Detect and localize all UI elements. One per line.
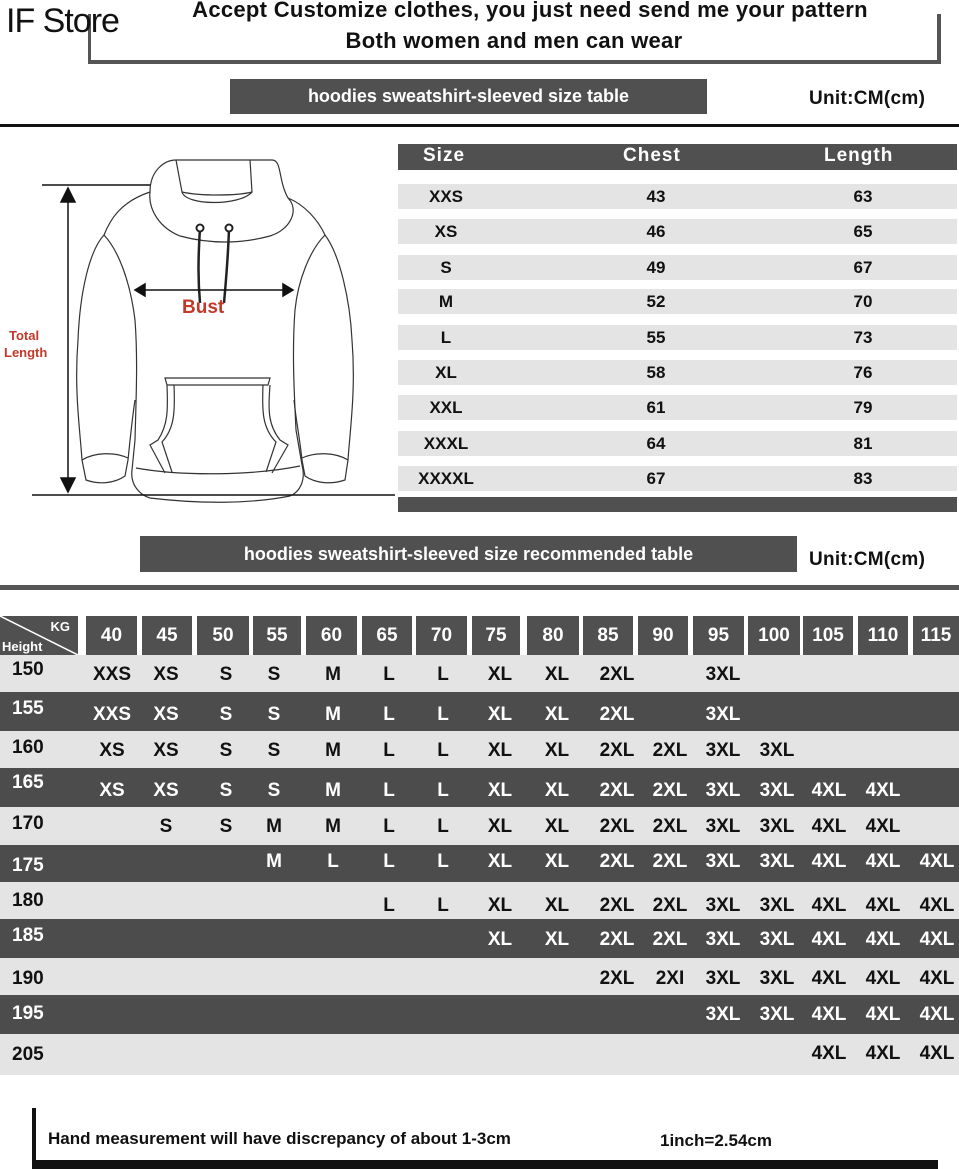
size-cell: XXS bbox=[92, 704, 132, 725]
size-cell: M bbox=[266, 851, 282, 872]
banner-line-2: Both women and men can wear bbox=[345, 28, 683, 53]
recommended-table-row bbox=[0, 692, 959, 731]
size-cell: XL bbox=[544, 664, 570, 685]
size-cell: 4XL bbox=[811, 1043, 847, 1064]
size-cell: L bbox=[437, 664, 449, 685]
size-cell: L bbox=[437, 851, 449, 872]
recommended-table-row bbox=[0, 919, 959, 958]
recommended-table-row bbox=[0, 845, 959, 882]
height-label: 185 bbox=[12, 925, 44, 946]
size-cell: 2XL bbox=[599, 780, 635, 801]
cell-length: 65 bbox=[853, 222, 873, 241]
size-cell: L bbox=[383, 895, 395, 916]
size-cell: XL bbox=[544, 816, 570, 837]
size-cell: XL bbox=[487, 929, 513, 950]
size-cell: L bbox=[383, 851, 395, 872]
size-cell: 4XL bbox=[865, 895, 901, 916]
banner-line-1: Accept Customize clothes, you just need send me your pattern bbox=[192, 0, 868, 22]
size-cell: XS bbox=[153, 780, 179, 801]
size-cell: XL bbox=[544, 780, 570, 801]
size-cell: XS bbox=[153, 664, 179, 685]
corner-cell bbox=[0, 616, 78, 655]
size-cell: 3XL bbox=[705, 929, 741, 950]
size-cell: 3XL bbox=[759, 968, 795, 989]
size-cell: 4XL bbox=[811, 1004, 847, 1025]
size-cell: L bbox=[383, 740, 395, 761]
size-cell: L bbox=[437, 816, 449, 837]
cell-size: S bbox=[440, 258, 452, 277]
height-label: 155 bbox=[12, 698, 44, 719]
corner-kg: KG bbox=[50, 619, 70, 634]
cell-length: 73 bbox=[853, 328, 873, 347]
size-cell: 4XL bbox=[811, 780, 847, 801]
size-cell: 3XL bbox=[705, 704, 741, 725]
size-cell: M bbox=[325, 664, 341, 685]
recommended-table-row bbox=[0, 655, 959, 692]
size-cell: 4XL bbox=[865, 1004, 901, 1025]
size-cell: 3XL bbox=[759, 1004, 795, 1025]
size-cell: XS bbox=[153, 704, 179, 725]
height-label: 195 bbox=[12, 1003, 44, 1024]
size-cell: L bbox=[383, 816, 395, 837]
size-cell: 4XL bbox=[919, 1043, 955, 1064]
cell-length: 79 bbox=[853, 398, 873, 417]
recommended-table-row bbox=[0, 995, 959, 1034]
size-cell: 2XL bbox=[599, 816, 635, 837]
size-cell: 3XL bbox=[705, 895, 741, 916]
cell-length: 83 bbox=[853, 469, 873, 488]
weight-header-cell: 65 bbox=[362, 616, 412, 655]
height-label: 180 bbox=[12, 890, 44, 911]
size-cell: 3XL bbox=[759, 895, 795, 916]
size-table-title: hoodies sweatshirt-sleeved size table bbox=[230, 79, 707, 114]
size-cell: 4XL bbox=[919, 1004, 955, 1025]
cell-size: XXXL bbox=[423, 434, 469, 453]
size-cell: 2XL bbox=[652, 851, 688, 872]
size-cell: S bbox=[219, 780, 233, 801]
height-label: 190 bbox=[12, 968, 44, 989]
recommended-table-row bbox=[0, 807, 959, 845]
height-label: 150 bbox=[12, 659, 44, 680]
weight-header-cell: 115 bbox=[913, 616, 959, 655]
size-cell: 2XL bbox=[599, 968, 635, 989]
cell-chest: 55 bbox=[646, 328, 666, 347]
size-cell: S bbox=[267, 664, 281, 685]
size-cell: XL bbox=[487, 664, 513, 685]
size-cell: S bbox=[159, 816, 173, 837]
size-cell: 2XL bbox=[599, 851, 635, 872]
cell-length: 81 bbox=[853, 434, 873, 453]
weight-header-cell: 70 bbox=[416, 616, 467, 655]
size-cell: L bbox=[437, 780, 449, 801]
col-chest: Chest bbox=[623, 145, 681, 166]
col-length: Length bbox=[824, 145, 894, 166]
size-cell: 3XL bbox=[705, 1004, 741, 1025]
size-cell: 4XL bbox=[865, 816, 901, 837]
size-cell: S bbox=[219, 816, 233, 837]
recommended-table-unit: Unit:CM(cm) bbox=[809, 549, 926, 570]
height-label: 175 bbox=[12, 855, 44, 876]
size-cell: L bbox=[383, 704, 395, 725]
total-length-label-1: Total bbox=[9, 328, 40, 343]
weight-header-cell: 75 bbox=[472, 616, 520, 655]
hoodie-diagram bbox=[0, 140, 395, 505]
size-table-row bbox=[398, 466, 957, 491]
size-cell: XL bbox=[487, 816, 513, 837]
size-cell: S bbox=[219, 704, 233, 725]
size-table-row bbox=[398, 184, 957, 209]
size-cell: XL bbox=[544, 740, 570, 761]
size-cell: M bbox=[325, 704, 341, 725]
size-table-header bbox=[398, 144, 957, 170]
recommended-table-row bbox=[0, 882, 959, 919]
size-cell: XL bbox=[544, 851, 570, 872]
size-cell: XS bbox=[153, 740, 179, 761]
corner-height: Height bbox=[2, 639, 43, 654]
size-cell: 4XL bbox=[865, 851, 901, 872]
size-cell: 3XL bbox=[705, 851, 741, 872]
cell-size: L bbox=[440, 328, 452, 347]
inch-conversion: 1inch=2.54cm bbox=[660, 1131, 772, 1150]
footer-bottom-bar bbox=[32, 1160, 938, 1169]
size-cell: L bbox=[383, 664, 395, 685]
size-table-row bbox=[398, 255, 957, 280]
height-label: 170 bbox=[12, 813, 44, 834]
recommended-table-title: hoodies sweatshirt-sleeved size recommended table bbox=[140, 536, 797, 572]
cell-length: 76 bbox=[853, 363, 873, 382]
weight-header-cell: 45 bbox=[142, 616, 192, 655]
cell-size: XS bbox=[434, 222, 458, 241]
size-cell: L bbox=[437, 740, 449, 761]
size-cell: 4XL bbox=[811, 816, 847, 837]
size-cell: 2XL bbox=[652, 816, 688, 837]
size-cell: XS bbox=[99, 740, 125, 761]
weight-header-cell: 105 bbox=[803, 616, 853, 655]
cell-chest: 52 bbox=[646, 292, 666, 311]
size-cell: M bbox=[325, 740, 341, 761]
size-cell: 2XL bbox=[599, 704, 635, 725]
size-cell: S bbox=[219, 664, 233, 685]
recommended-table-row bbox=[0, 768, 959, 807]
size-cell: S bbox=[219, 740, 233, 761]
hoodie-outline-icon bbox=[0, 140, 395, 505]
size-cell: 4XL bbox=[811, 929, 847, 950]
size-cell: 4XL bbox=[919, 895, 955, 916]
size-cell: 4XL bbox=[865, 968, 901, 989]
size-cell: 3XL bbox=[759, 816, 795, 837]
size-table-footer-bar bbox=[398, 497, 957, 512]
size-cell: XL bbox=[487, 851, 513, 872]
cell-chest: 67 bbox=[646, 469, 666, 488]
size-cell: XS bbox=[99, 780, 125, 801]
size-cell: XL bbox=[487, 740, 513, 761]
weight-header-cell: 60 bbox=[306, 616, 357, 655]
size-cell: XL bbox=[544, 895, 570, 916]
store-name: IF Store bbox=[6, 2, 119, 40]
col-size: Size bbox=[423, 145, 466, 166]
size-cell: 4XL bbox=[865, 929, 901, 950]
size-cell: 2XL bbox=[652, 895, 688, 916]
cell-length: 67 bbox=[853, 258, 873, 277]
cell-chest: 58 bbox=[646, 363, 666, 382]
footer-left-bar bbox=[32, 1108, 36, 1168]
size-cell: 2XL bbox=[599, 664, 635, 685]
size-cell: L bbox=[327, 851, 339, 872]
size-cell: M bbox=[266, 816, 282, 837]
size-table-row bbox=[398, 360, 957, 385]
size-cell: 3XL bbox=[759, 929, 795, 950]
recommended-table-row bbox=[0, 731, 959, 768]
size-table-row bbox=[398, 219, 957, 244]
size-cell: 4XL bbox=[919, 968, 955, 989]
height-label: 160 bbox=[12, 737, 44, 758]
weight-header-cell: 40 bbox=[86, 616, 137, 655]
size-cell: L bbox=[437, 704, 449, 725]
size-cell: 4XL bbox=[811, 968, 847, 989]
weight-header-cell: 80 bbox=[527, 616, 579, 655]
size-cell: 3XL bbox=[759, 780, 795, 801]
recommended-table-row bbox=[0, 1034, 959, 1075]
size-table-row bbox=[398, 325, 957, 350]
height-label: 165 bbox=[12, 772, 44, 793]
divider bbox=[0, 585, 959, 590]
size-cell: 4XL bbox=[811, 851, 847, 872]
cell-chest: 46 bbox=[646, 222, 666, 241]
size-cell: 3XL bbox=[705, 816, 741, 837]
size-cell: S bbox=[267, 704, 281, 725]
size-cell: 3XL bbox=[705, 780, 741, 801]
size-cell: 2XL bbox=[652, 740, 688, 761]
size-cell: XXS bbox=[92, 664, 132, 685]
size-table-row bbox=[398, 395, 957, 420]
size-cell: S bbox=[267, 740, 281, 761]
size-cell: XL bbox=[544, 929, 570, 950]
size-cell: 4XL bbox=[919, 929, 955, 950]
size-cell: S bbox=[267, 780, 281, 801]
size-cell: 3XL bbox=[705, 664, 741, 685]
weight-header-cell: 100 bbox=[748, 616, 800, 655]
cell-chest: 64 bbox=[646, 434, 666, 453]
size-cell: 3XL bbox=[759, 851, 795, 872]
height-label: 205 bbox=[12, 1044, 44, 1065]
cell-chest: 43 bbox=[646, 187, 666, 206]
cell-size: XXL bbox=[429, 398, 463, 417]
size-cell: 4XL bbox=[865, 1043, 901, 1064]
weight-header-cell: 55 bbox=[253, 616, 301, 655]
size-cell: M bbox=[325, 780, 341, 801]
size-cell: XL bbox=[487, 895, 513, 916]
weight-header-cell: 90 bbox=[638, 616, 688, 655]
cell-length: 63 bbox=[853, 187, 873, 206]
cell-size: XXXXL bbox=[418, 469, 474, 488]
size-cell: L bbox=[437, 895, 449, 916]
recommended-table-row bbox=[0, 958, 959, 995]
size-cell: XL bbox=[544, 704, 570, 725]
size-table-row bbox=[398, 289, 957, 314]
weight-header-cell: 50 bbox=[197, 616, 249, 655]
cell-chest: 49 bbox=[646, 258, 666, 277]
size-cell: 2XL bbox=[599, 895, 635, 916]
size-cell: 3XL bbox=[705, 968, 741, 989]
size-cell: 2XL bbox=[652, 929, 688, 950]
weight-header-cell: 95 bbox=[693, 616, 744, 655]
divider bbox=[0, 124, 959, 127]
measurement-note: Hand measurement will have discrepancy of about 1-3cm bbox=[48, 1129, 511, 1148]
size-table-row bbox=[398, 431, 957, 456]
size-cell: 3XL bbox=[705, 740, 741, 761]
size-cell: 2XL bbox=[599, 929, 635, 950]
size-cell: 4XL bbox=[811, 895, 847, 916]
size-cell: 3XL bbox=[759, 740, 795, 761]
bust-label: Bust bbox=[182, 297, 225, 318]
size-cell: XL bbox=[487, 704, 513, 725]
size-cell: 2XI bbox=[655, 968, 685, 989]
size-cell: L bbox=[383, 780, 395, 801]
size-cell: 2XL bbox=[652, 780, 688, 801]
size-cell: 4XL bbox=[865, 780, 901, 801]
total-length-label-2: Length bbox=[4, 345, 48, 360]
size-cell: XL bbox=[487, 780, 513, 801]
cell-length: 70 bbox=[853, 292, 873, 311]
size-cell: 2XL bbox=[599, 740, 635, 761]
cell-size: XXS bbox=[428, 187, 464, 206]
cell-size: M bbox=[438, 292, 454, 311]
cell-size: XL bbox=[435, 363, 457, 382]
size-table-unit: Unit:CM(cm) bbox=[809, 88, 926, 109]
weight-header-cell: 85 bbox=[583, 616, 633, 655]
size-cell: M bbox=[325, 816, 341, 837]
cell-chest: 61 bbox=[646, 398, 666, 417]
weight-header-cell: 110 bbox=[858, 616, 908, 655]
size-cell: 4XL bbox=[919, 851, 955, 872]
